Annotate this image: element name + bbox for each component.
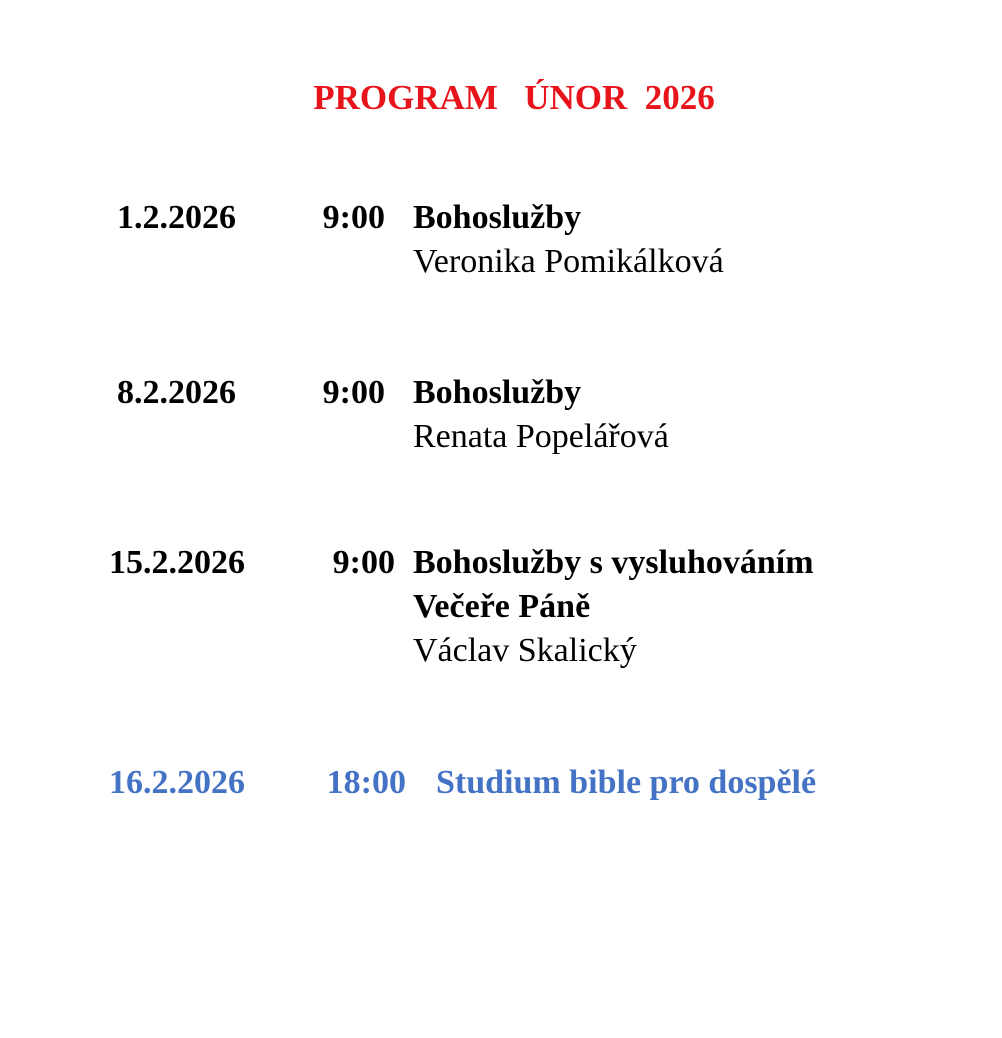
entry-event: Bohoslužby	[413, 199, 582, 236]
page-title: PROGRAM ÚNOR 2026	[313, 78, 715, 117]
entry-person: Veronika Pomikálková	[413, 243, 724, 280]
entry-date: 8.2.2026	[117, 374, 236, 411]
entry-person: Václav Skalický	[413, 632, 637, 669]
entry-person: Renata Popelářová	[413, 418, 669, 455]
entry-time: 18:00	[326, 764, 406, 801]
entry-event: Bohoslužby	[413, 374, 582, 411]
entry-date: 1.2.2026	[117, 199, 236, 236]
entry-details	[413, 196, 724, 284]
entry-time: 9:00	[332, 544, 395, 581]
entry-date: 16.2.2026	[109, 764, 245, 801]
entry-event: Bohoslužby s vysluhováním	[413, 544, 814, 581]
entry-time: 9:00	[322, 374, 385, 411]
entry-details	[413, 541, 814, 673]
entry-details	[436, 761, 816, 805]
entry-date: 15.2.2026	[109, 544, 245, 581]
entry-details	[413, 371, 669, 459]
entry-time: 9:00	[322, 199, 385, 236]
entry-event-line2: Večeře Páně	[413, 588, 591, 625]
entry-event: Studium bible pro dospělé	[436, 764, 817, 801]
